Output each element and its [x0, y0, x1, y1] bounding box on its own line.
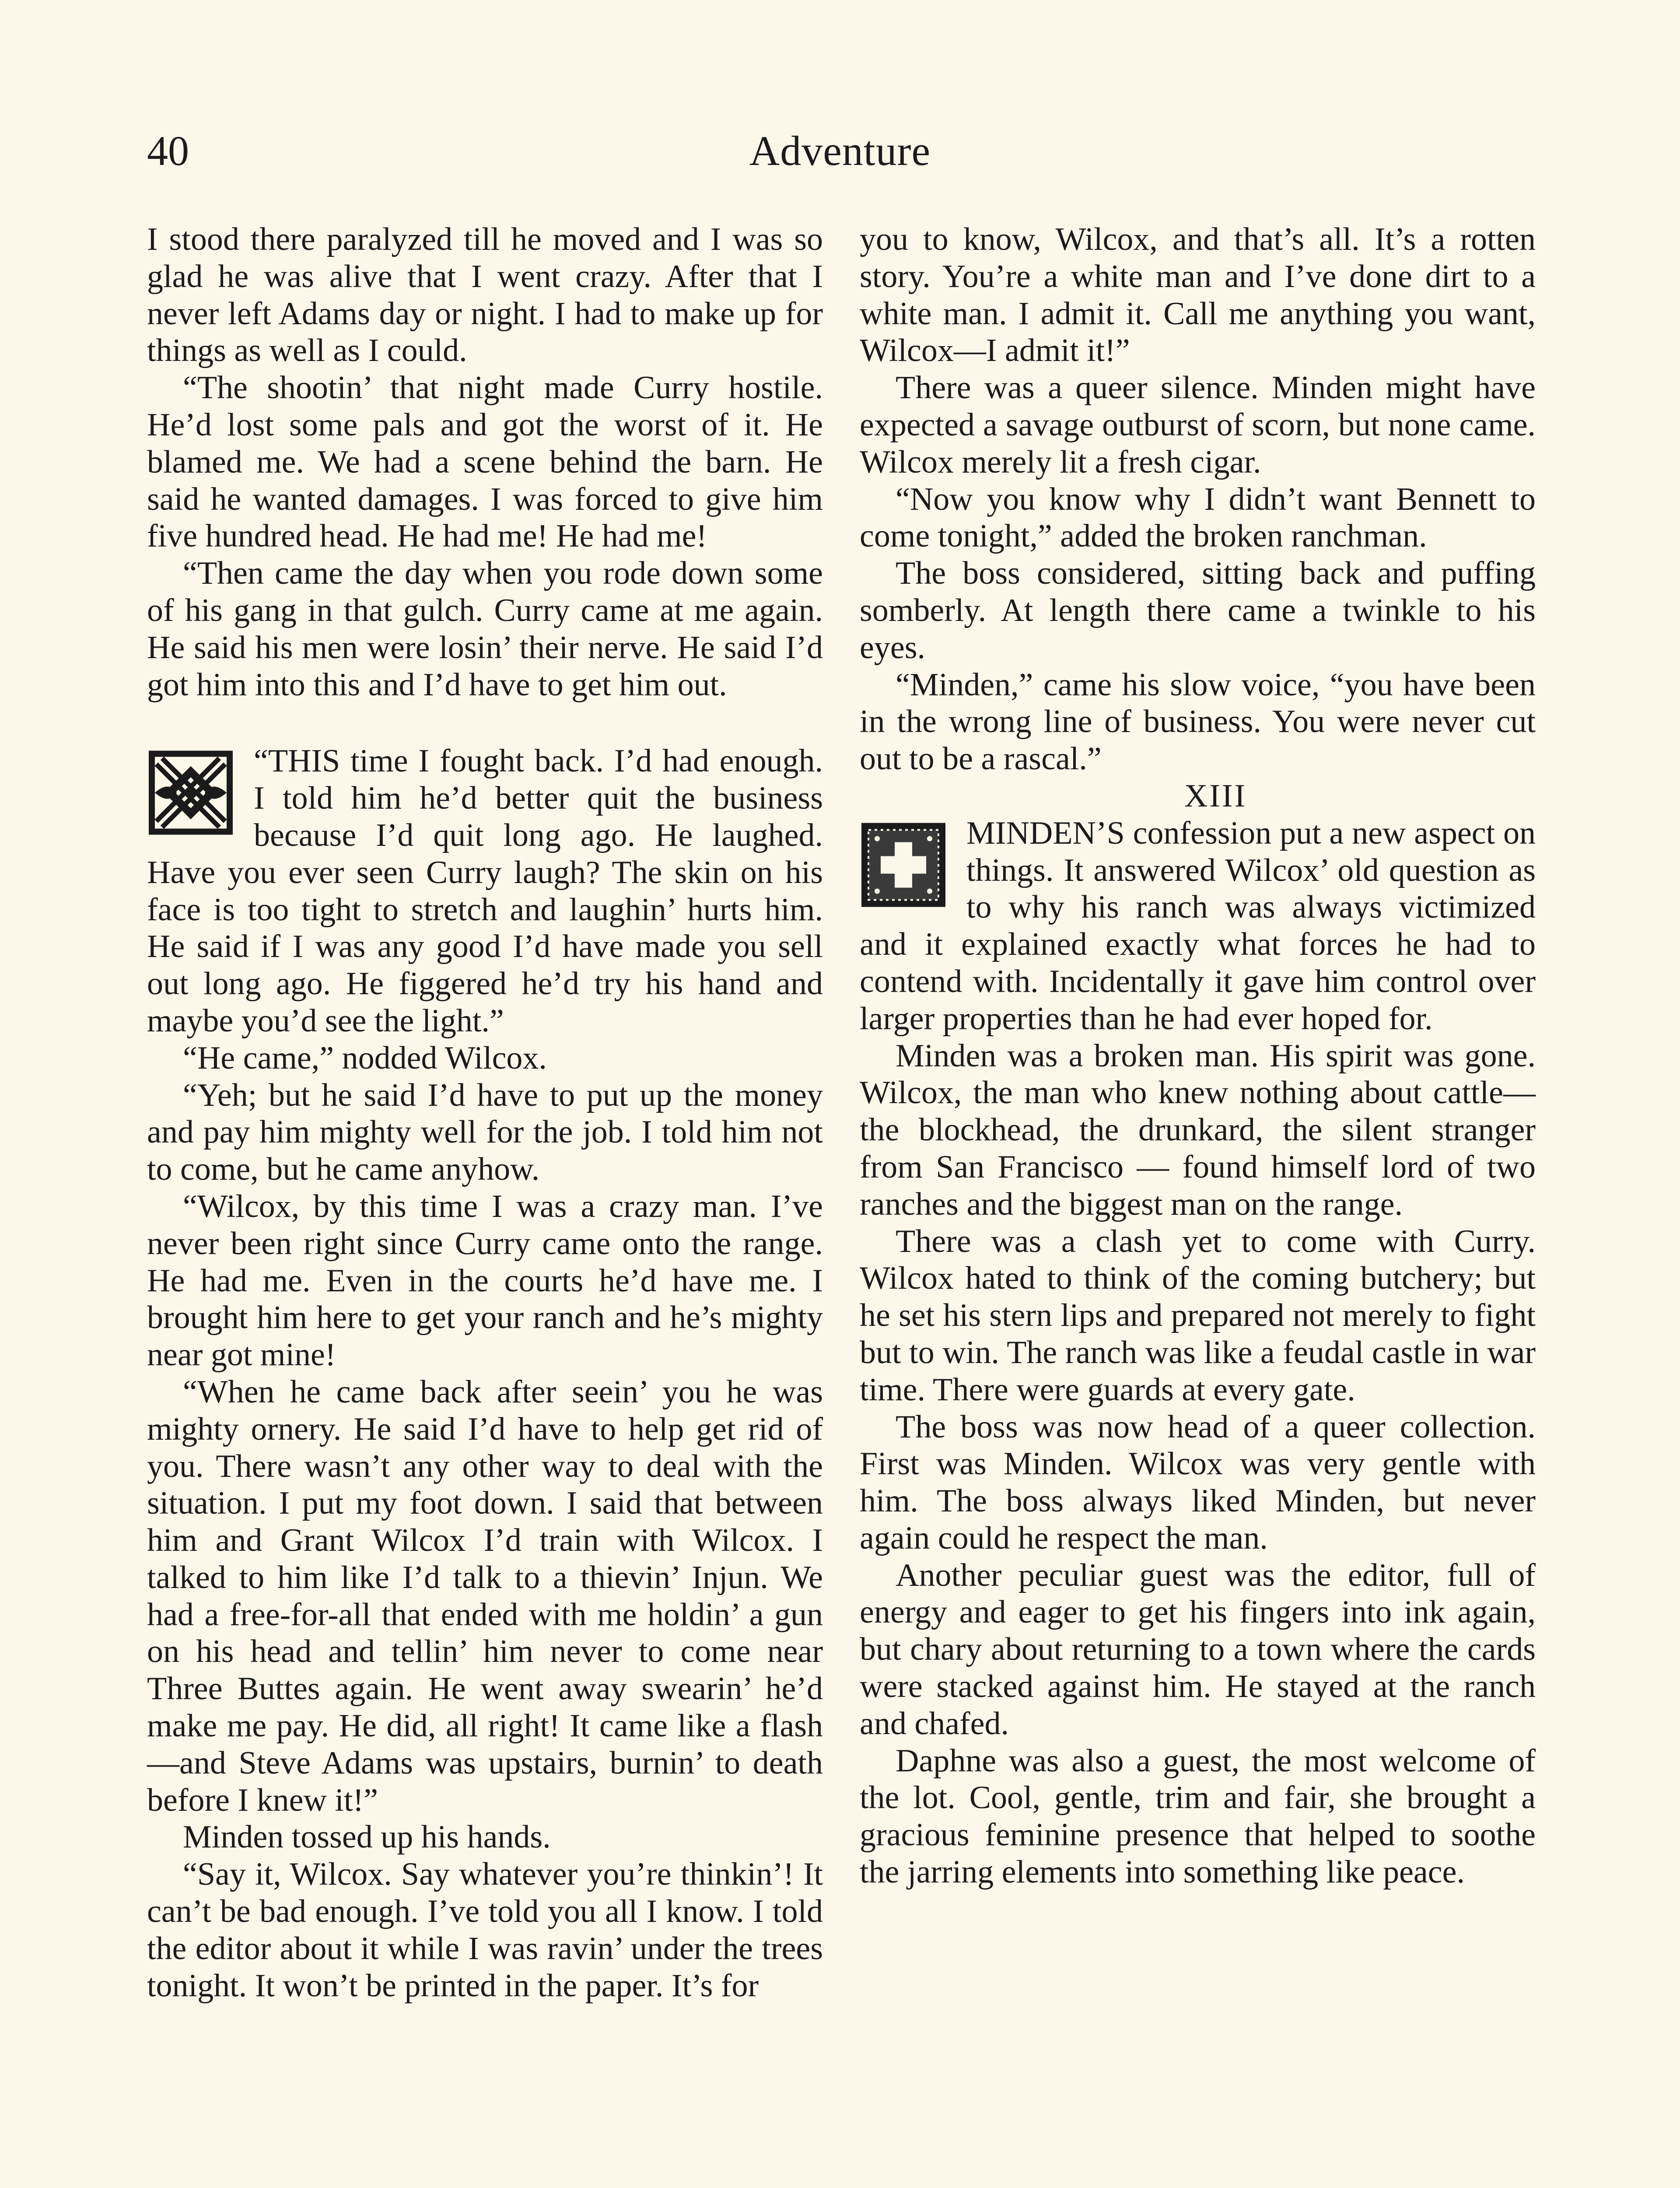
paragraph-with-ornament — [860, 815, 1536, 1038]
paragraph: “Yeh; but he said I’d have to put up the money and pay him mighty well for the job. I told him not to come, but he came anyhow. — [147, 1077, 823, 1188]
paragraph: Daphne was also a guest, the most welcome of the lot. Cool, gentle, trim and fair, she brought a gracious feminine presence that helped to soothe the jarring elements into something like peace. — [860, 1743, 1536, 1890]
paragraph: “He came,” nodded Wilcox. — [183, 1040, 547, 1076]
paragraph-text: MINDEN’S confession put a new aspect on things. It answered Wilcox’ old question as to why his ranch was always victimized and it explained exactly what forces he had to contend with. Incidentally it gave him control over larger properties than he had ever hoped for. — [860, 815, 1536, 1037]
paragraph-with-ornament — [147, 743, 823, 1039]
paragraph: I stood there paralyzed till he moved and I was so glad he was alive that I went crazy. After that I never left Adams day or night. I had to make up for things as well as I could. — [147, 221, 823, 369]
paragraph: There was a clash yet to come with Curry. Wilcox hated to think of the coming butchery; but he set his stern lips and prepared not merely to fight but to win. The ranch was like a feudal castle in war time. There were guards at every gate. — [860, 1223, 1536, 1408]
right-column — [860, 221, 1536, 1891]
page-header — [144, 118, 1536, 184]
paragraph-text: “THIS time I fought back. I’d had enough. I told him he’d better quit the business because I’d quit long ago. He laughed. Have you ever seen Curry laugh? The skin on his face is too tight to stretch and laughin’ hurts him. He said if I was any good I’d have made you sell out long ago. He figgered he’d try his hand and maybe you’d see the light.” — [147, 743, 823, 1039]
paragraph: The boss was now head of a queer collection. First was Minden. Wilcox was very gentle with him. The boss always liked Minden, but never again could he respect the man. — [860, 1409, 1536, 1556]
paragraph: There was a queer silence. Minden might have expected a savage outburst of scorn, but none came. Wilcox merely lit a fresh cigar. — [860, 370, 1536, 480]
celtic-knot-ornament-icon — [147, 748, 234, 838]
section-break — [147, 703, 823, 743]
paragraph: “Then came the day when you rode down some of his gang in that gulch. Curry came at me again. He said his men were losin’ their nerve. He said I’d got him into this and I’d have to get him out. — [147, 555, 823, 703]
paragraph: “Minden,” came his slow voice, “you have been in the wrong line of business. You were never cut out to be a rascal.” — [860, 666, 1536, 777]
paragraph: “Wilcox, by this time I was a crazy man. I’ve never been right since Curry came onto the range. He had me. Even in the courts he’d have me. I brought him here to get your ranch and he’s mighty near got mine! — [147, 1188, 823, 1373]
paragraph: Minden tossed up his hands. — [183, 1819, 551, 1855]
cross-tile-ornament-icon — [860, 820, 947, 910]
paragraph: you to know, Wilcox, and that’s all. It’s a rotten story. You’re a white man and I’ve done dirt to a white man. I admit it. Call me anything you want, Wilcox—I admit it!” — [860, 221, 1536, 369]
page-number: 40 — [147, 127, 189, 174]
left-column — [147, 221, 823, 2004]
paragraph: Minden was a broken man. His spirit was gone. Wilcox, the man who knew nothing about cattle—the blockhead, the drunkard, the silent stranger from San Francisco — found himself lord of two ranches and the biggest man on the range. — [860, 1038, 1536, 1222]
paragraph: “Now you know why I didn’t want Bennett to come tonight,” added the broken ranchman. — [860, 481, 1536, 554]
paragraph: “The shootin’ that night made Curry hostile. He’d lost some pals and got the worst of it. He blamed me. We had a scene behind the barn. He said he wanted damages. I was forced to give him five hundred head. He had me! He had me! — [147, 370, 823, 554]
chapter-heading: XIII — [1184, 778, 1247, 814]
paragraph: “Say it, Wilcox. Say whatever you’re thinkin’! It can’t be bad enough. I’ve told you all I know. I told the editor about it while I was ravin’ under the trees tonight. It won’t be printed in the paper. It’s for — [147, 1856, 823, 2004]
paragraph: The boss considered, sitting back and puffing somberly. At length there came a twinkle to his eyes. — [860, 555, 1536, 666]
paragraph: “When he came back after seein’ you he was mighty ornery. He said I’d have to help get rid of you. There wasn’t any other way to deal with the situation. I put my foot down. I said that between him and Grant Wilcox I’d train with Wilcox. I talked to him like I’d talk to a thievin’ Injun. We had a free-for-all that ended with me holdin’ a gun on his head and tellin’ him never to come near Three Buttes again. He went away swearin’ he’d make me pay. He did, all right! It came like a flash—and Steve Adams was upstairs, burnin’ to death before I knew it!” — [147, 1374, 823, 1818]
running-head: Adventure — [749, 127, 931, 174]
paragraph: Another peculiar guest was the editor, full of energy and eager to get his fingers into ink again, but chary about returning to a town where the cards were stacked against him. He stayed at the ranch and chafed. — [860, 1557, 1536, 1742]
